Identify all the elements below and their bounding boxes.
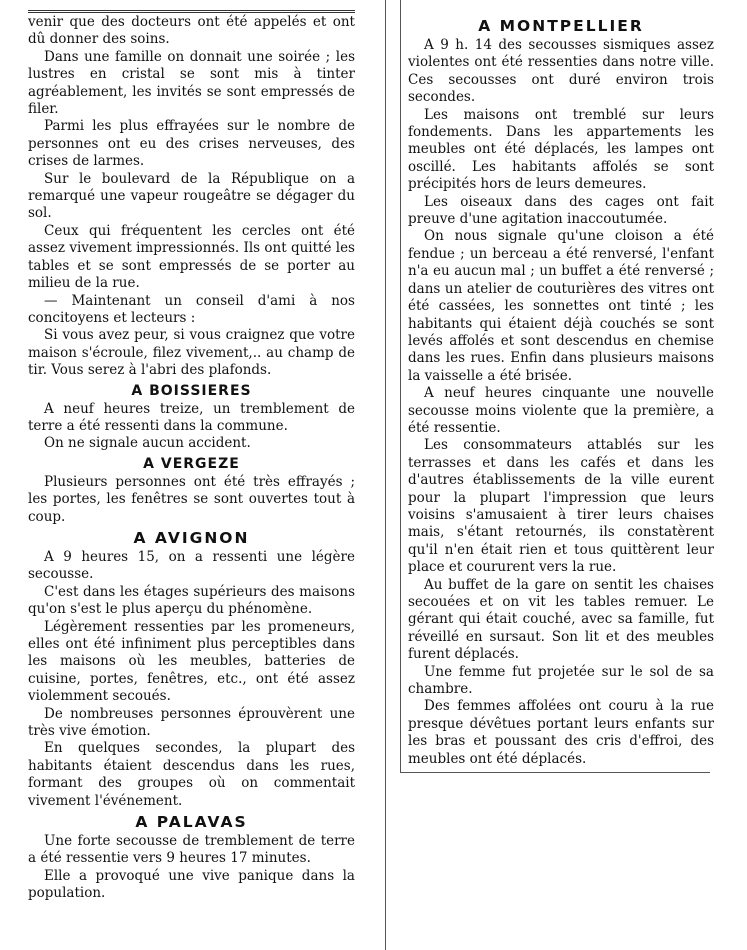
paragraph: A 9 h. 14 des secousses sismiques assez violentes ont été ressenties dans notre ville. Ces secousses ont duré environ trois secondes.: [408, 37, 714, 106]
paragraph: — Maintenant un conseil d'ami à nos concitoyens et lecteurs :: [28, 292, 355, 326]
paragraph: Elle a provoqué une vive panique dans la population.: [28, 867, 355, 902]
paragraph: De nombreuses personnes éprouvèrent une très vive émotion.: [28, 705, 355, 740]
section-heading: A MONTPELLIER: [478, 17, 644, 35]
paragraph: A neuf heures treize, un tremblement de terre a été ressenti dans la commune.: [28, 400, 355, 434]
paragraph: C'est dans les étages supérieurs des maisons qu'on s'est le plus aperçu du phénomène.: [28, 583, 355, 618]
paragraph: Des femmes affolées ont couru à la rue presque dévêtues portant leurs enfants sur les bras et poussant des cris d'effroi, des meubles ont été déplacés.: [408, 698, 714, 767]
paragraph: Sur le boulevard de la République on a remarqué une vapeur rougeâtre se dégager du sol.: [28, 170, 355, 222]
right-column: [408, 14, 714, 776]
paragraph: Dans une famille on donnait une soirée ; les lustres en cristal se sont mis à tinter agréablement, les invités se sont empressés de filer.: [28, 48, 355, 118]
paragraph: Les maisons ont tremblé sur leurs fondements. Dans les appartements les meubles ont été déplacés, les lampes ont oscillé. Les habitants affolés se sont précipités hors de leurs demeures.: [408, 106, 714, 193]
paragraph: Une femme fut projetée sur le sol de sa chambre.: [408, 663, 714, 698]
paragraph: Légèrement ressenties par les promeneurs, elles ont été infiniment plus perceptibles dans les maisons où les meubles, batteries de cuisine, portes, fenêtres, etc., ont été assez violemment secoués.: [28, 618, 355, 705]
section-heading: A BOISSIERES: [131, 382, 252, 399]
section-heading: A AVIGNON: [133, 528, 250, 547]
paragraph: venir que des docteurs ont été appelés et ont dû donner des soins.: [28, 14, 355, 48]
paragraph: Parmi les plus effrayées sur le nombre de personnes ont eu des crises nerveuses, des crises de larmes.: [28, 118, 355, 170]
paragraph: En quelques secondes, la plupart des habitants étaient descendus dans les rues, formant des groupes où on commentait vivement l'événement.: [28, 740, 355, 809]
top-rule: [28, 10, 355, 13]
paragraph: Les consommateurs attablés sur les terrasses et dans les cafés et dans les d'autres établissements de la ville eurent pour la plupart l'impression que leurs voisins s'amusaient à tirer leurs chaises mais, s'étant retournés, ils constatèrent qu'il n'en était rien et tous quittèrent leur place et coururent vers la rue.: [408, 437, 714, 576]
paragraph: Les oiseaux dans des cages ont fait preuve d'une agitation inaccoutumée.: [408, 193, 714, 228]
paragraph: Au buffet de la gare on sentit les chaises secouées et on vit les tables remuer. Le gérant qui était couché, avec sa famille, fut réveillé en sursaut. Son lit et des meubles furent déplacés.: [408, 576, 714, 663]
paragraph: On nous signale qu'une cloison a été fendue ; un berceau a été renversé, l'enfant n'a eu aucun mal ; un buffet a été renversé ; dans un atelier de couturières des vitres ont été cassées, les sonnettes ont tinté ; les habitants qui étaient déjà couchés se sont levés affolés et sont descendus en chemise dans les rues. Enfin dans plusieurs maisons la vaisselle a été brisée.: [408, 228, 714, 384]
column-divider-right: [400, 0, 401, 772]
section-heading: A PALAVAS: [135, 813, 248, 832]
paragraph: Une forte secousse de tremblement de terre a été ressentie vers 9 heures 17 minutes.: [28, 833, 355, 867]
left-column: [28, 14, 355, 950]
column-divider-left: [385, 0, 386, 950]
paragraph: On ne signale aucun accident.: [44, 435, 251, 452]
paragraph: A neuf heures cinquante une nouvelle secousse moins violente que la première, a été ressentie.: [408, 385, 714, 436]
paragraph: A 9 heures 15, on a ressenti une légère secousse.: [28, 548, 355, 583]
section-heading: A VERGEZE: [143, 455, 240, 472]
paragraph: Si vous avez peur, si vous craignez que votre maison s'écroule, filez vivement,.. au champ de tir. Vous serez à l'abri des plafonds.: [28, 327, 355, 379]
paragraph: Ceux qui fréquentent les cercles ont été assez vivement impressionnés. Ils ont quitté les tables et se sont empressés de se porter au milieu de la rue.: [28, 222, 355, 292]
paragraph: Plusieurs personnes ont été très effrayés ; les portes, les fenêtres se sont ouvertes tout à coup.: [28, 473, 355, 525]
